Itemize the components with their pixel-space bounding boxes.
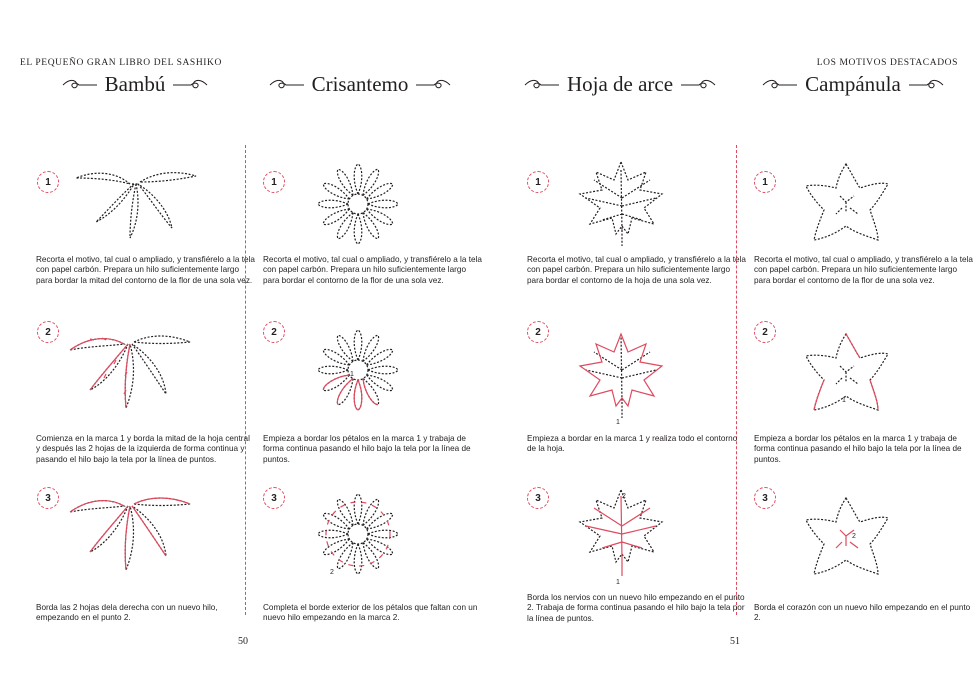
step-caption: Empieza a bordar en la marca 1 y realiza todo el contorno de la hoja.: [527, 434, 738, 454]
ornament-left-icon: [61, 78, 99, 92]
step-caption: Borda las 2 hojas dela derecha con un nuevo hilo, empezando en el punto 2.: [36, 603, 218, 623]
step-caption: Completa el borde exterior de los pétalos que faltan con un nuevo hilo empezando en la marca 2.: [263, 603, 478, 623]
ornament-left-icon: [268, 78, 306, 92]
step-caption: Borda los nervios con un nuevo hilo empezando en el punto 2. Trabaja de forma continua pasando el hilo bajo la tela por la línea de puntos.: [527, 593, 745, 623]
step-number: 2: [527, 321, 549, 343]
step-number: 3: [37, 487, 59, 509]
step-caption: Empieza a bordar los pétalos en la marca 1 y trabaja de forma continua pasando el hilo bajo la tela por la línea de puntos.: [263, 434, 471, 464]
running-head-left: EL PEQUEÑO GRAN LIBRO DEL SASHIKO: [20, 58, 222, 68]
bamboo-step2-illustration: [66, 332, 196, 412]
page-number-right: 51: [730, 636, 740, 647]
step-number: 1: [37, 171, 59, 193]
motif-title-bambu: Bambú: [15, 72, 255, 97]
step-number: 1: [527, 171, 549, 193]
column-divider: [245, 145, 246, 615]
step-number: 1: [754, 171, 776, 193]
step-caption: Recorta el motivo, tal cual o ampliado, y transfiérelo a la tela con papel carbón. Prepara un hilo suficientemente largo para bordar el contorno de la flor de una sola vez.: [754, 255, 973, 285]
marker-label: 1: [842, 397, 846, 404]
maple-step1-illustration: [576, 158, 666, 250]
step-caption: Borda el corazón con un nuevo hilo empezando en el punto 2.: [754, 603, 971, 623]
step-caption: Recorta el motivo, tal cual o ampliado, y transfiérelo a la tela con papel carbón. Prepara un hilo suficientemente largo para bordar el contorno de la flor de una sola vez.: [263, 255, 482, 285]
marker-label: 1: [616, 579, 620, 586]
ornament-left-icon: [523, 78, 561, 92]
maple-step3-illustration: [576, 486, 666, 586]
chrysanthemum-step2-illustration: [314, 326, 402, 414]
step-number: 1: [263, 171, 285, 193]
motif-title-crisantemo: Crisantemo: [240, 72, 480, 97]
chrysanthemum-step3-illustration: [314, 490, 402, 578]
step-caption: Recorta el motivo, tal cual o ampliado, y transfiérelo a la tela con papel carbón. Prepara un hilo suficientemente largo para bordar la mitad del contorno de la flor de una sola vez.: [36, 255, 255, 285]
motif-title-hoja-de-arce: Hoja de arce: [500, 72, 740, 97]
column-divider: [736, 145, 737, 615]
bamboo-step1-illustration: [72, 162, 202, 242]
step-caption: Comienza en la marca 1 y borda la mitad de la hoja central y después las 2 hojas de la izquierda de forma continua y pasando el hilo bajo la tela por la línea de puntos.: [36, 434, 250, 464]
marker-label: 2: [622, 493, 626, 500]
bamboo-step3-illustration: [66, 494, 196, 574]
step-number: 3: [527, 487, 549, 509]
marker-label: 2: [330, 569, 334, 576]
ornament-right-icon: [679, 78, 717, 92]
running-head-right: LOS MOTIVOS DESTACADOS: [816, 58, 958, 68]
step-number: 3: [754, 487, 776, 509]
motif-title-campanula: Campánula: [733, 72, 973, 97]
maple-step2-illustration: [576, 330, 666, 426]
ornament-right-icon: [907, 78, 945, 92]
bellflower-step3-illustration: [802, 494, 892, 580]
ornament-left-icon: [761, 78, 799, 92]
ornament-right-icon: [171, 78, 209, 92]
bellflower-step1-illustration: [802, 160, 892, 246]
step-number: 2: [754, 321, 776, 343]
marker-label: 1: [616, 419, 620, 426]
marker-label: 2: [852, 533, 856, 540]
ornament-right-icon: [414, 78, 452, 92]
step-number: 2: [37, 321, 59, 343]
step-caption: Recorta el motivo, tal cual o ampliado, y transfiérelo a la tela con papel carbón. Prepara un hilo suficientemente largo para bordar el contorno de la hoja de una sola vez.: [527, 255, 746, 285]
chrysanthemum-step1-illustration: [314, 160, 402, 248]
step-caption: Empieza a bordar los pétalos en la marca 1 y trabaja de forma continua pasando el hilo bajo la tela por la línea de puntos.: [754, 434, 962, 464]
page-number-left: 50: [238, 636, 248, 647]
marker-label: 1: [350, 371, 354, 378]
step-number: 2: [263, 321, 285, 343]
step-number: 3: [263, 487, 285, 509]
bellflower-step2-illustration: [802, 330, 892, 416]
